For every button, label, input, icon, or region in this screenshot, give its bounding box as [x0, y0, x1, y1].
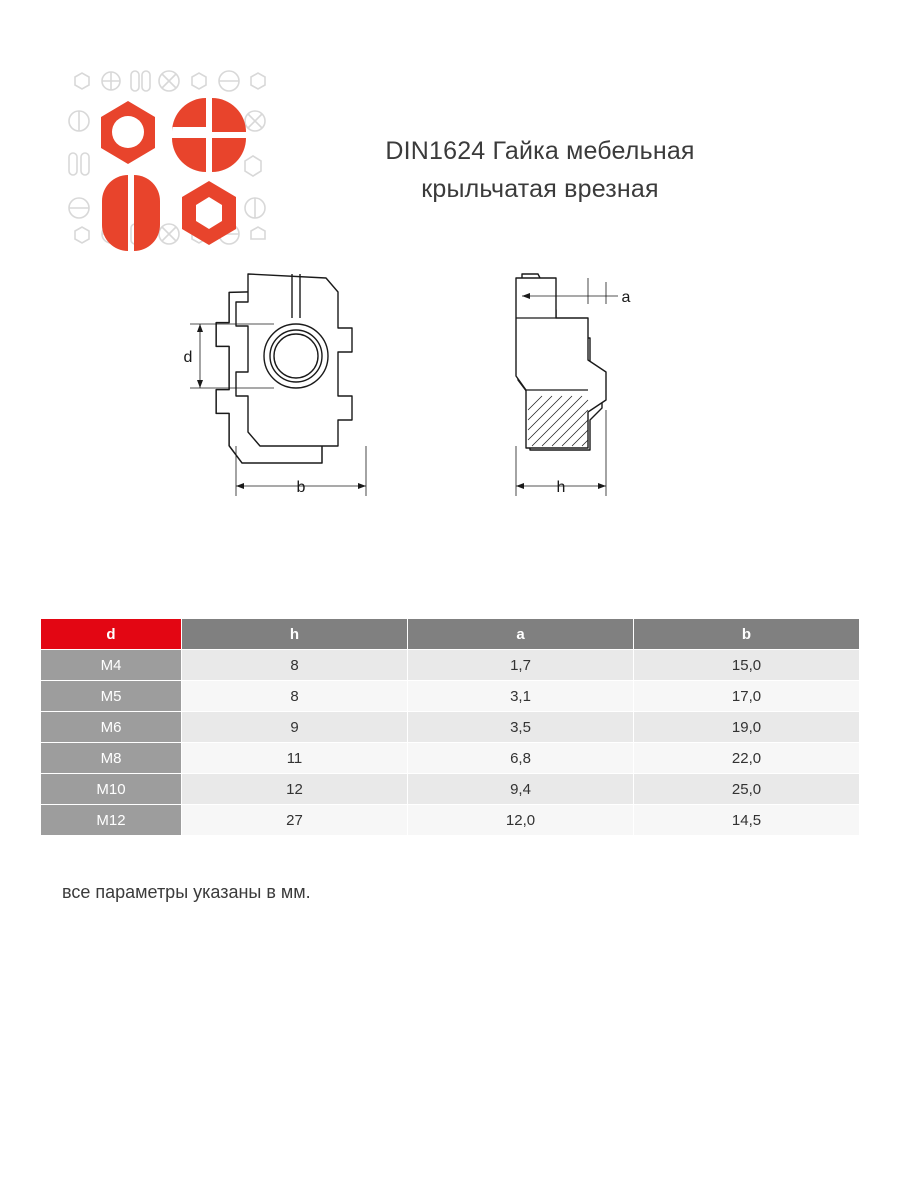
page-title: [280, 55, 860, 208]
column-header-a: a: [408, 619, 634, 650]
cell-b: 22,0: [634, 743, 860, 774]
cell-d: M6: [41, 712, 182, 743]
table-row: [41, 743, 860, 774]
table-header-row: [41, 619, 860, 650]
cell-a: 3,5: [408, 712, 634, 743]
page-header: [0, 0, 900, 260]
spec-table-wrap: [40, 618, 860, 903]
column-header-b: b: [634, 619, 860, 650]
units-note: все параметры указаны в мм.: [62, 882, 311, 902]
fasteners-logo: [55, 55, 280, 260]
cell-d: M4: [41, 650, 182, 681]
column-header-d: d: [41, 619, 182, 650]
cell-h: 8: [182, 650, 408, 681]
cell-h: 11: [182, 743, 408, 774]
dim-label-a: a: [621, 289, 631, 306]
cell-h: 8: [182, 681, 408, 712]
dim-label-d: d: [183, 349, 193, 366]
cell-a: 3,1: [408, 681, 634, 712]
cell-b: 15,0: [634, 650, 860, 681]
cell-a: 12,0: [408, 805, 634, 836]
table-row: [41, 681, 860, 712]
column-header-h: h: [182, 619, 408, 650]
dim-label-b: b: [296, 479, 306, 496]
cell-b: 19,0: [634, 712, 860, 743]
table-row: [41, 650, 860, 681]
technical-drawing: [0, 260, 900, 590]
dim-label-h: h: [556, 479, 566, 496]
cell-b: 25,0: [634, 774, 860, 805]
title-line-2: крыльчатая врезная: [421, 174, 659, 203]
table-row: [41, 712, 860, 743]
cell-a: 9,4: [408, 774, 634, 805]
cell-a: 1,7: [408, 650, 634, 681]
cell-b: 17,0: [634, 681, 860, 712]
table-row: [41, 805, 860, 836]
cell-h: 12: [182, 774, 408, 805]
spec-table: [40, 618, 860, 836]
cell-a: 6,8: [408, 743, 634, 774]
cell-d: M12: [41, 805, 182, 836]
cell-d: M10: [41, 774, 182, 805]
table-row: [41, 774, 860, 805]
cell-d: M5: [41, 681, 182, 712]
cell-h: 27: [182, 805, 408, 836]
cell-h: 9: [182, 712, 408, 743]
title-line-1: DIN1624 Гайка мебельная: [385, 137, 695, 165]
cell-b: 14,5: [634, 805, 860, 836]
cell-d: M8: [41, 743, 182, 774]
